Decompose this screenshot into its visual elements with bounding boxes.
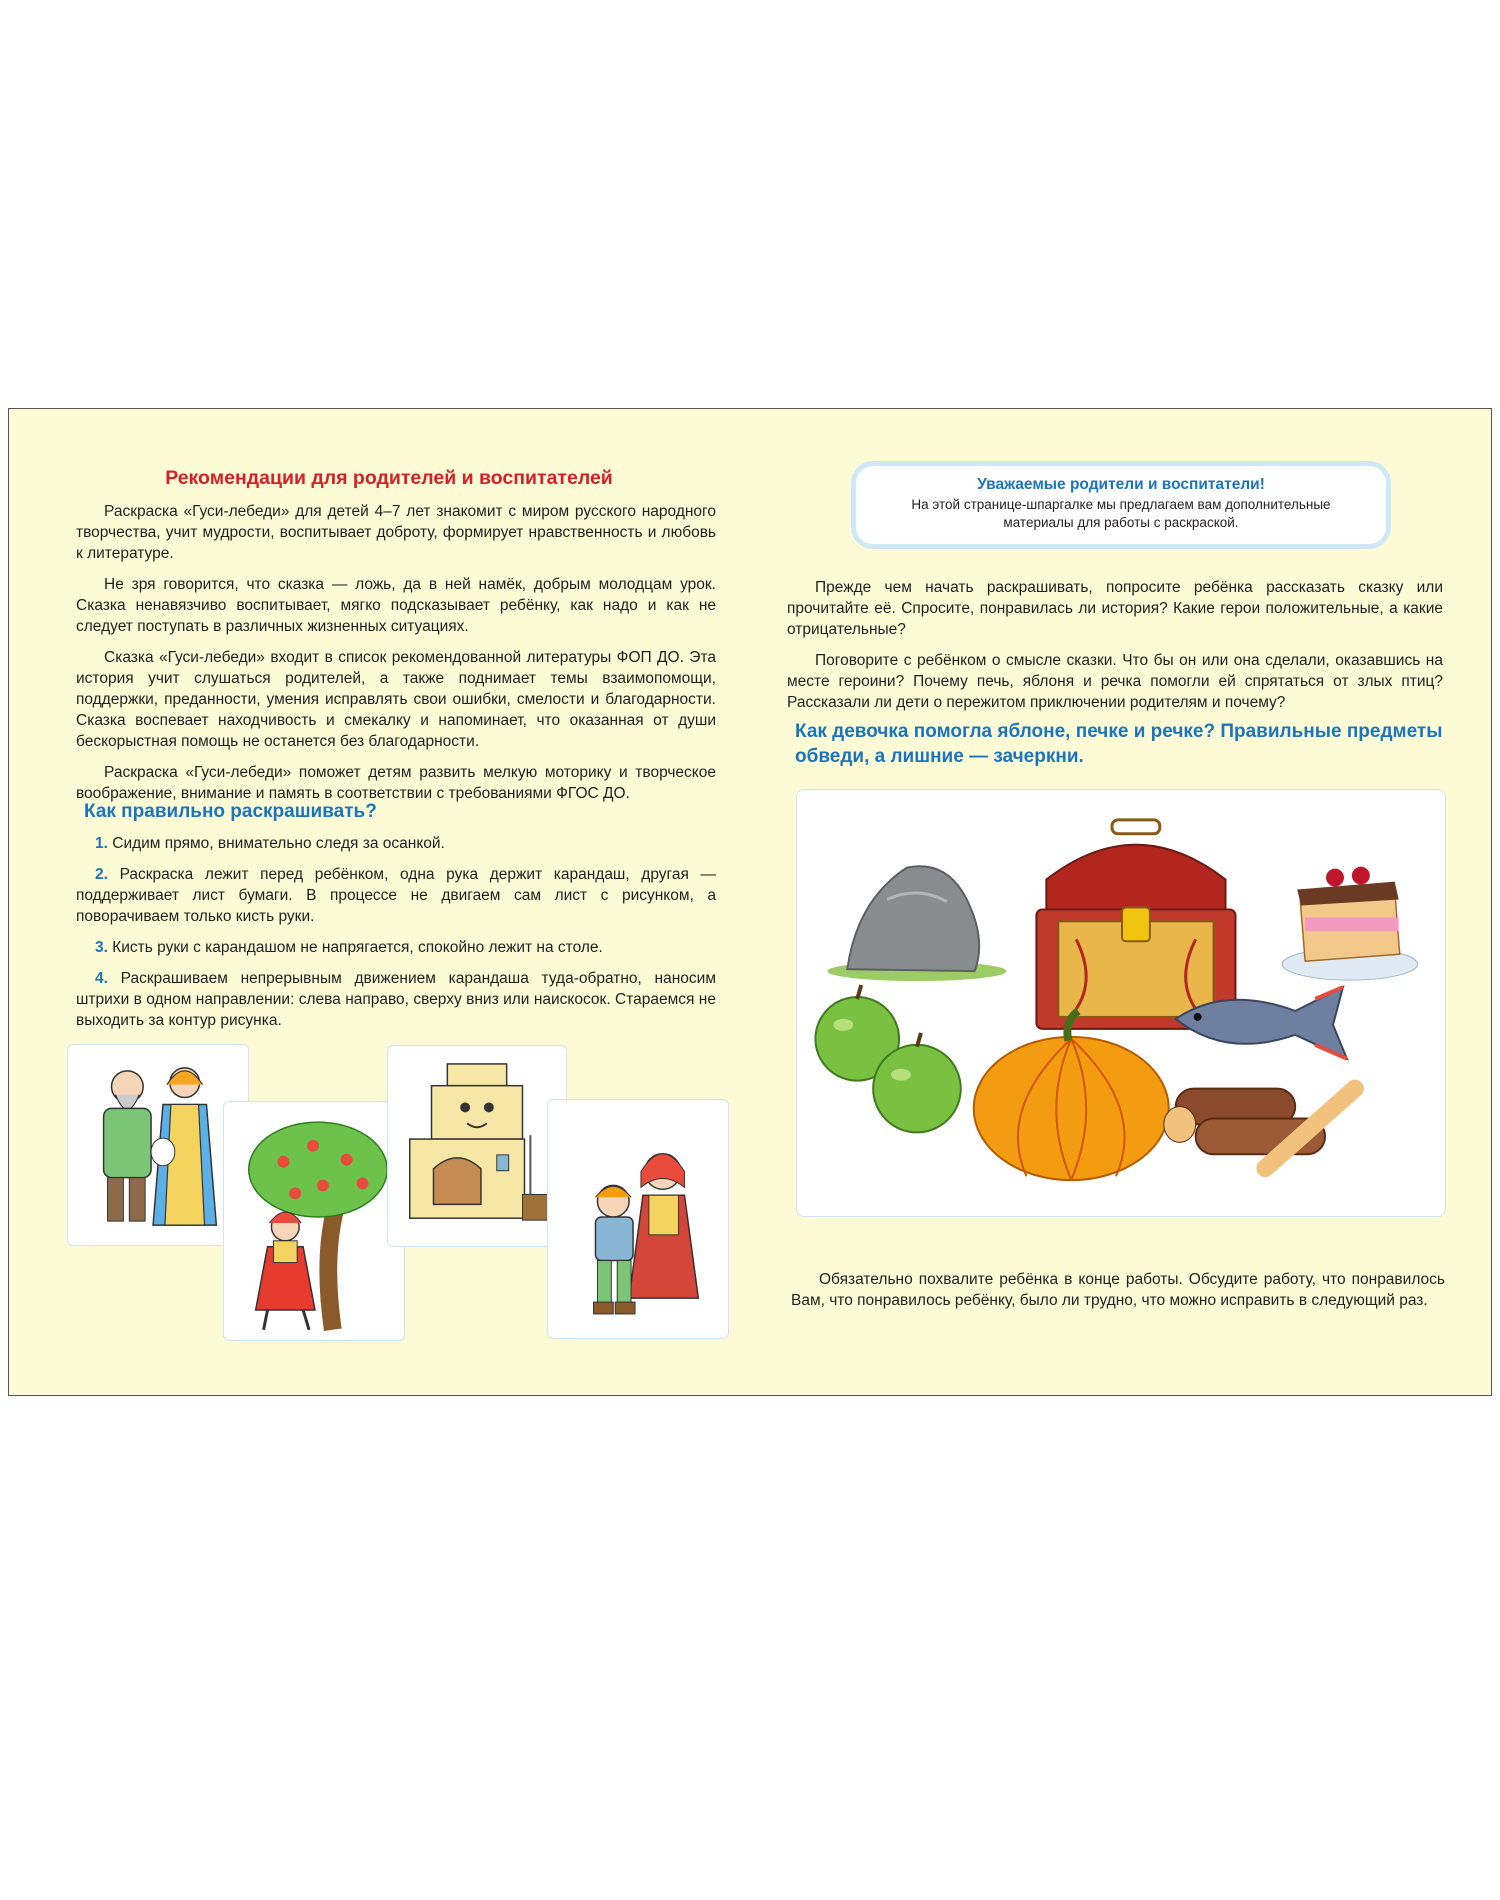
left-page <box>9 409 751 1395</box>
girl-apple-tree-illustration <box>223 1101 405 1341</box>
chest-icon[interactable] <box>1036 820 1235 1029</box>
discussion-paragraph: Поговорите с ребёнком о смысле сказки. Что бы он или она сделали, оказавшись на месте героини? Почему печь, яблоня и речка помогли ей спрятаться от злых птиц? Рассказали ли дети о пережитом приключении родителям и почему? <box>787 652 1443 711</box>
step-text: Раскрашиваем непрерывным движением карандаша туда-обратно, наносим штрихи в одном направлении: слева направо, сверху вниз или наискосок. Стараемся не выходить за контур рисунка. <box>76 970 716 1029</box>
step-number: 1. <box>95 835 108 852</box>
step-number: 3. <box>95 939 108 956</box>
step-item <box>76 937 716 958</box>
intro-paragraph: Не зря говорится, что сказка — ложь, да в ней намёк, добрым молодцам урок. Сказка ненавязчиво воспитывает, мягко подсказывает ребёнку, как надо и как не следует поступать в различных жизненных ситуациях. <box>76 576 716 635</box>
task-items-box <box>796 789 1446 1217</box>
task-heading: Как девочка помогла яблоне, печке и речке? Правильные предметы обведи, а лишние — зачеркни. <box>795 721 1443 767</box>
intro-text <box>76 501 716 814</box>
coloring-steps <box>76 833 716 1041</box>
notice-title: Уважаемые родители и воспитатели! <box>977 476 1265 493</box>
step-number: 2. <box>95 866 108 883</box>
step-item <box>76 968 716 1031</box>
notice-text: На этой странице-шпаргалке мы предлагаем вам дополнительные материалы для работы с раскраской. <box>911 497 1331 530</box>
intro-paragraph: Раскраска «Гуси-лебеди» поможет детям развить мелкую моторику и творческое воображение, внимание и память в соответствии с требованиями ФГОС ДО. <box>76 764 716 802</box>
left-page-title: Рекомендации для родителей и воспитателей <box>165 467 613 489</box>
pumpkin-icon[interactable] <box>974 1011 1169 1180</box>
step-text: Сидим прямо, внимательно следя за осанкой. <box>112 835 445 852</box>
discussion-paragraph: Прежде чем начать раскрашивать, попросите ребёнка рассказать сказку или прочитайте её. Спросите, понравилась ли история? Какие герои положительные, а какие отрицательные? <box>787 579 1443 638</box>
apples-icon[interactable] <box>815 985 960 1132</box>
logs-icon[interactable] <box>1164 1089 1355 1169</box>
discussion-text <box>787 577 1443 723</box>
stone-icon[interactable] <box>827 866 1006 981</box>
closing-paragraph: Обязательно похвалите ребёнка в конце работы. Обсудите работу, что понравилось Вам, что понравилось ребёнку, было ли трудно, что можно исправить в следующий раз. <box>791 1271 1445 1309</box>
intro-paragraph: Сказка «Гуси-лебеди» входит в список рекомендованной литературы ФОП ДО. Эта история учит слушаться родителей, а также поднимает темы взаимопомощи, поддержки, преданности, умения исправлять свои ошибки, смелости и благодарности. Сказка воспевает находчивость и смекалку и напоминает, что оказанная от души бескорыстная помощь не останется без благодарности. <box>76 649 716 750</box>
how-to-color-heading: Как правильно раскрашивать? <box>84 801 377 822</box>
step-item <box>76 833 716 854</box>
closing-text <box>791 1269 1445 1321</box>
right-page <box>751 409 1493 1395</box>
step-number: 4. <box>95 970 108 987</box>
intro-paragraph: Раскраска «Гуси-лебеди» для детей 4–7 лет знакомит с миром русского народного творчества, учит мудрости, воспитывает доброту, формирует нравственность и любовь к литературе. <box>76 503 716 562</box>
cake-icon[interactable] <box>1282 867 1417 980</box>
book-spread <box>8 408 1492 1396</box>
girl-brother-illustration <box>547 1099 729 1339</box>
old-couple-illustration <box>67 1044 249 1246</box>
notice-box <box>851 461 1391 549</box>
step-text: Кисть руки с карандашом не напрягается, спокойно лежит на столе. <box>112 939 603 956</box>
stove-illustration <box>387 1045 567 1247</box>
step-item <box>76 864 716 927</box>
step-text: Раскраска лежит перед ребёнком, одна рука держит карандаш, другая — поддерживает лист бумаги. В процессе не двигаем сам лист с рисунком, а поворачиваем только кисть руки. <box>76 866 716 925</box>
